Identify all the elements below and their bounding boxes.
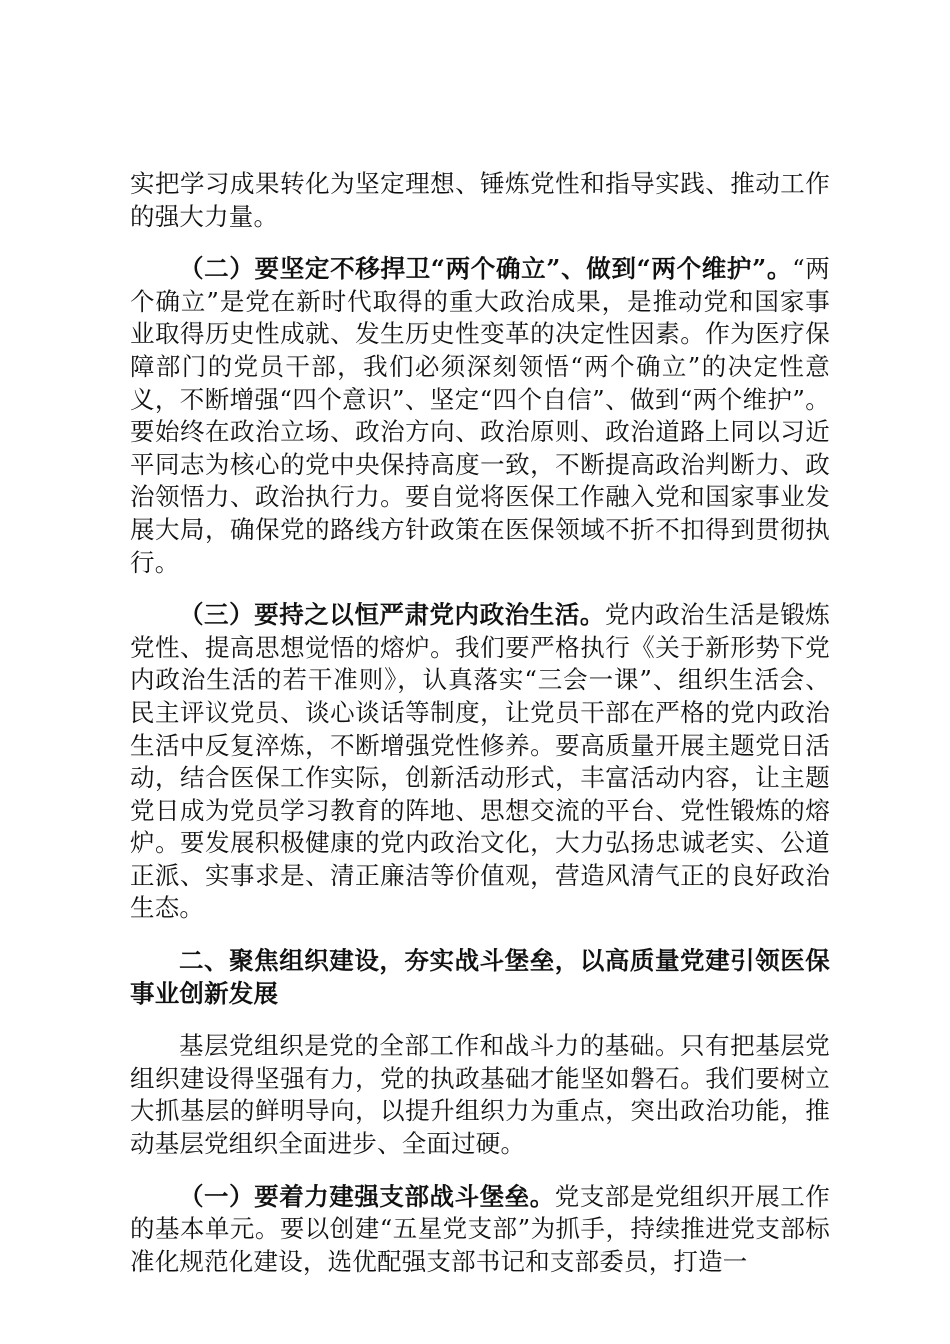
paragraph-branch-bastion bbox=[130, 1181, 830, 1279]
paragraph-two-establishments bbox=[130, 253, 830, 579]
paragraph-text: 党内政治生活是锻炼党性、提高思想觉悟的熔炉。我们要严格执行《关于新形势下党内政治生活的若干准则》，认真落实“三会一课”、组织生活会、民主评议党员、谈心谈话等制度，让党员干部在严格的党内政治生活中反复淬炼，不断增强党性修养。要高质量开展主题党日活动，结合医保工作实际，创新活动形式，丰富活动内容，让主题党日成为党员学习教育的阵地、思想交流的平台、党性锻炼的熔炉。要发展积极健康的党内政治文化，大力弘扬忠诚老实、公道正派、实事求是、清正廉洁等价值观，营造风清气正的良好政治生态。 bbox=[130, 600, 830, 923]
document-page bbox=[130, 168, 830, 1278]
paragraph-political-life bbox=[130, 599, 830, 925]
section-heading: 二、聚焦组织建设，夯实战斗堡垒，以高质量党建引领医保事业创新发展 bbox=[130, 946, 830, 1008]
paragraph-continuation bbox=[130, 168, 830, 233]
paragraph-text: “两个确立”是党在新时代取得的重大政治成果，是推动党和国家事业取得历史性成就、发生历史性变革的决定性因素。作为医疗保障部门的党员干部，我们必须深刻领悟“两个确立”的决定性意义，不断增强“四个意识”、坚定“四个自信”、做到“两个维护”。要始终在政治立场、政治方向、政治原则、政治道路上同以习近平同志为核心的党中央保持高度一致，不断提高政治判断力、政治领悟力、政治执行力。要自觉将医保工作融入党和国家事业发展大局，确保党的路线方针政策在医保领域不折不扣得到贯彻执行。 bbox=[130, 254, 830, 577]
paragraph-text: 实把学习成果转化为坚定理想、锤炼党性和指导实践、推动工作的强大力量。 bbox=[130, 169, 830, 231]
paragraph-grassroots bbox=[130, 1030, 830, 1160]
subsection-heading: （一）要着力建强支部战斗堡垒。 bbox=[179, 1181, 555, 1211]
subsection-heading: （三）要持之以恒严肃党内政治生活。 bbox=[179, 600, 605, 630]
paragraph-gap bbox=[130, 1010, 830, 1030]
paragraph-text: 基层党组织是党的全部工作和战斗力的基础。只有把基层党组织建设得坚强有力，党的执政基础才能坚如磐石。我们要树立大抓基层的鲜明导向，以提升组织力为重点，突出政治功能，推动基层党组织全面进步、全面过硬。 bbox=[130, 1031, 830, 1159]
paragraph-gap bbox=[130, 925, 830, 945]
paragraph-gap bbox=[130, 1161, 830, 1181]
paragraph-gap bbox=[130, 579, 830, 599]
paragraph-gap bbox=[130, 233, 830, 253]
subsection-heading: （二）要坚定不移捍卫“两个确立”、做到“两个维护”。 bbox=[179, 254, 793, 284]
paragraph-text: 党支部是党组织开展工作的基本单元。要以创建“五星党支部”为抓手，持续推进党支部标准化规范化建设，选优配强支部书记和支部委员，打造一 bbox=[130, 1181, 830, 1276]
